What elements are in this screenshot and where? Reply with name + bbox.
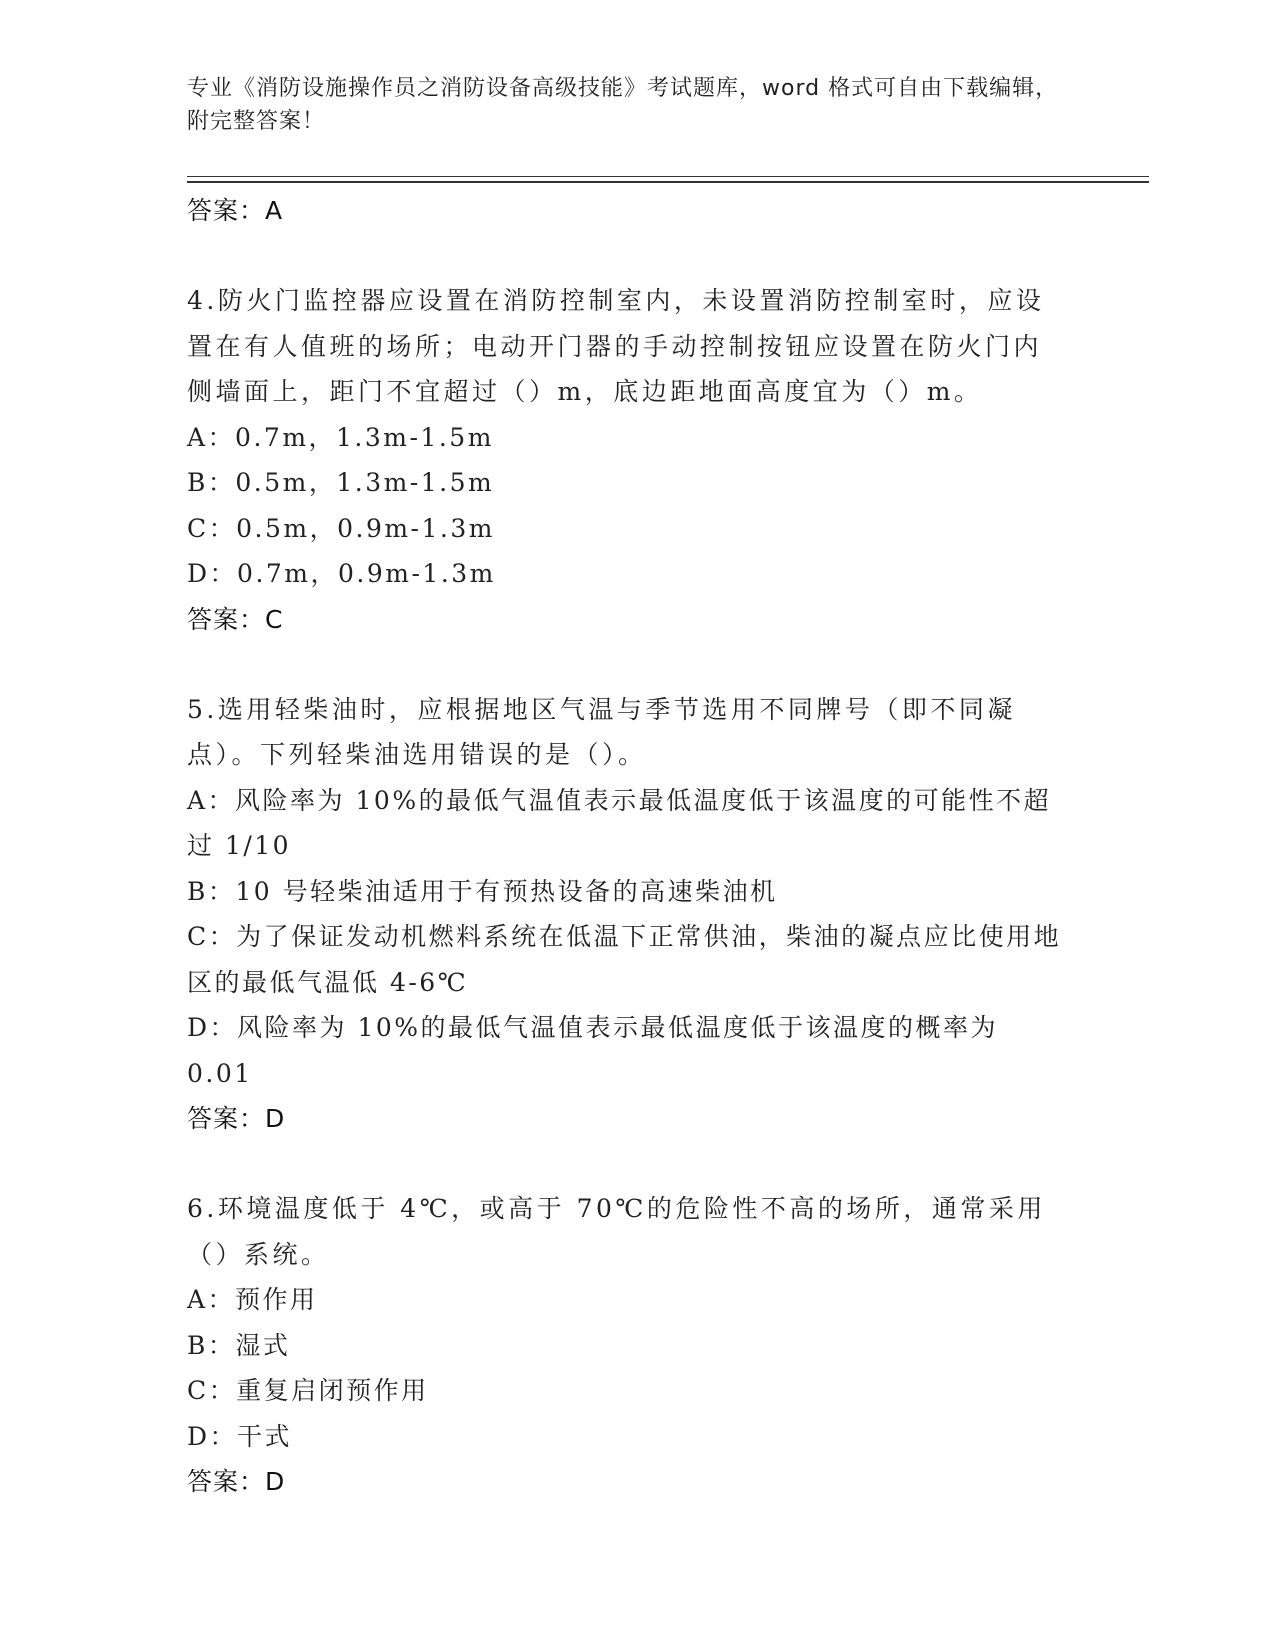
option-b: B：10 号轻柴油适用于有预热设备的高速柴油机 [187,876,778,906]
answer-line: 答案：D [187,1104,286,1133]
answer-line: 答案：D [187,1467,286,1496]
question-text: 5.选用轻柴油时，应根据地区气温与季节选用不同牌号（即不同凝点）。下列轻柴油选用错误的是（）。 [187,694,1016,769]
question-text: 6.环境温度低于 4℃，或高于 70℃的危险性不高的场所，通常采用（）系统。 [187,1194,1046,1269]
spacer [187,642,1067,687]
option-b: B：湿式 [187,1330,291,1360]
header-rule-thick [187,181,1149,183]
spacer [187,1141,1067,1186]
option-a: A：0.7m，1.3m-1.5m [187,422,494,452]
header-rule-thin [187,176,1149,177]
question-block-6 [187,1186,1067,1504]
option-a: A：预作用 [187,1285,318,1314]
spacer [187,233,1067,278]
question-block-4 [187,278,1067,642]
option-b: B：0.5m，1.3m-1.5m [187,468,495,497]
option-a: A：风险率为 10%的最低气温值表示最低温度低于该温度的可能性不超过 1/10 [187,785,1052,860]
option-c: C：为了保证发动机燃料系统在低温下正常供油，柴油的凝点应比使用地区的最低气温低 4-6℃ [187,922,1062,997]
answer-line: 答案：C [187,604,284,634]
option-d: D：风险率为 10%的最低气温值表示最低温度低于该温度的概率为 0.01 [187,1013,999,1088]
option-c: C：0.5m，0.9m-1.3m [187,513,495,543]
question-text: 4.防火门监控器应设置在消防控制室内，未设置消防控制室时，应设置在有人值班的场所；电动开门器的手动控制按钮应设置在防火门内侧墙面上，距门不宜超过（）m，底边距地面高度宜为（）m。 [187,286,1045,406]
document-header: 专业《消防设施操作员之消防设备高级技能》考试题库，word 格式可自由下载编辑，附完整答案！ [187,76,1059,134]
question-block-5 [187,687,1067,1142]
option-d: D：干式 [187,1421,293,1451]
option-c: C：重复启闭预作用 [187,1376,429,1405]
option-d: D：0.7m，0.9m-1.3m [187,559,496,588]
document-body [187,188,1067,1504]
answer-line: 答案：A [187,196,284,225]
